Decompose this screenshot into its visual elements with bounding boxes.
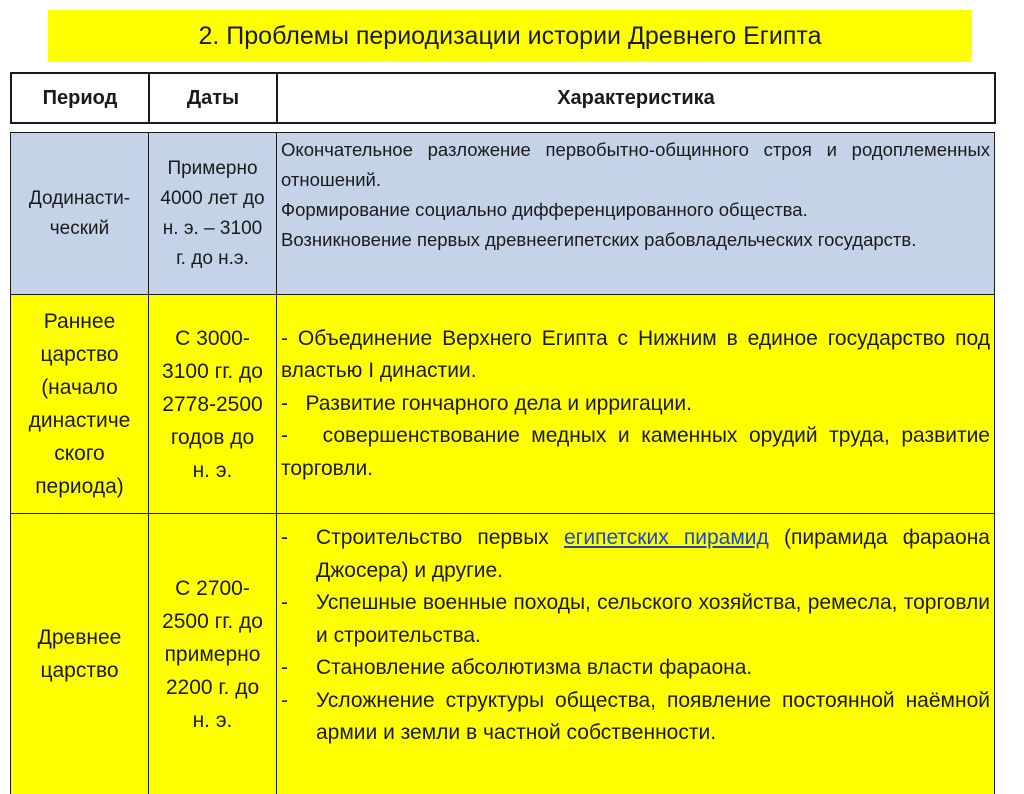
header-characteristic: Характеристика	[277, 73, 995, 123]
list-item-text-part: Строительство первых	[316, 526, 564, 549]
period-line: ского	[11, 437, 148, 470]
characteristic-cell	[277, 514, 995, 794]
characteristic-cell	[277, 295, 995, 514]
dates-line: примерно	[149, 638, 276, 671]
dates-line: г. до н.э.	[149, 244, 276, 274]
period-cell	[11, 295, 149, 514]
period-line: царство	[11, 654, 148, 687]
list-item	[281, 685, 990, 750]
list-item	[281, 522, 990, 587]
period-line: (начало	[11, 371, 148, 404]
period-cell	[11, 514, 149, 794]
dates-line: н. э.	[149, 454, 276, 487]
dates-cell	[149, 295, 277, 514]
dates-cell	[149, 133, 277, 295]
characteristic-text: - Объединение Верхнего Египта с Нижним в единое государство под властью I династии.	[281, 323, 990, 388]
dates-line: 2200 г. до	[149, 671, 276, 704]
list-item	[281, 587, 990, 652]
header-table	[10, 72, 996, 124]
period-line: Древнее	[11, 621, 148, 654]
table-row-old-kingdom	[11, 514, 995, 794]
dates-line: 4000 лет до	[149, 184, 276, 214]
dates-line: 2778-2500	[149, 388, 276, 421]
period-line: ческий	[11, 214, 148, 244]
list-item-text	[316, 522, 990, 587]
dates-line: н. э. – 3100	[149, 214, 276, 244]
dates-cell	[149, 514, 277, 794]
bullet-dash: -	[281, 652, 316, 685]
list-item-text-part: (пирамида фараона Джосера) и другие.	[316, 526, 990, 582]
list-item-text: Усложнение структуры общества, появление постоянной наёмной армии и земли в частной собственности.	[316, 685, 990, 750]
characteristic-text: - Развитие гончарного дела и ирригации.	[281, 388, 990, 421]
header-row	[11, 73, 995, 123]
period-line: царство	[11, 338, 148, 371]
periods-table	[10, 132, 995, 794]
characteristic-text: Окончательное разложение первобытно-общинного строя и родоплеменных отношений.	[281, 135, 990, 195]
bullet-dash: -	[281, 685, 316, 750]
characteristic-text: - совершенствование медных и каменных орудий труда, развитие торговли.	[281, 420, 990, 485]
bullet-dash: -	[281, 522, 316, 587]
period-line: Раннее	[11, 305, 148, 338]
slide-title	[48, 10, 972, 62]
dates-line: С 3000-	[149, 322, 276, 355]
period-line: Додинасти-	[11, 184, 148, 214]
egyptian-pyramids-link[interactable]: египетских пирамид	[564, 526, 769, 549]
dates-line: 3100 гг. до	[149, 355, 276, 388]
characteristic-cell	[277, 133, 995, 295]
dates-line: н. э.	[149, 704, 276, 737]
characteristic-text: Формирование социально дифференцированного общества.	[281, 195, 990, 225]
period-cell	[11, 133, 149, 295]
characteristic-text: Возникновение первых древнеегипетских рабовладельческих государств.	[281, 225, 990, 255]
header-dates: Даты	[149, 73, 277, 123]
bullet-dash: -	[281, 587, 316, 652]
header-period: Период	[11, 73, 149, 123]
dates-line: Примерно	[149, 154, 276, 184]
dates-line: годов до	[149, 421, 276, 454]
list-item-text: Успешные военные походы, сельского хозяйства, ремесла, торговли и строительства.	[316, 587, 990, 652]
table-row-predynastic	[11, 133, 995, 295]
list-item	[281, 652, 990, 685]
period-line: династиче	[11, 404, 148, 437]
dates-line: 2500 гг. до	[149, 605, 276, 638]
table-row-early-kingdom	[11, 295, 995, 514]
slide-title-text: 2. Проблемы периодизации истории Древнего Египта	[199, 22, 822, 51]
period-line: периода)	[11, 470, 148, 503]
dates-line: С 2700-	[149, 572, 276, 605]
list-item-text: Становление абсолютизма власти фараона.	[316, 652, 990, 685]
